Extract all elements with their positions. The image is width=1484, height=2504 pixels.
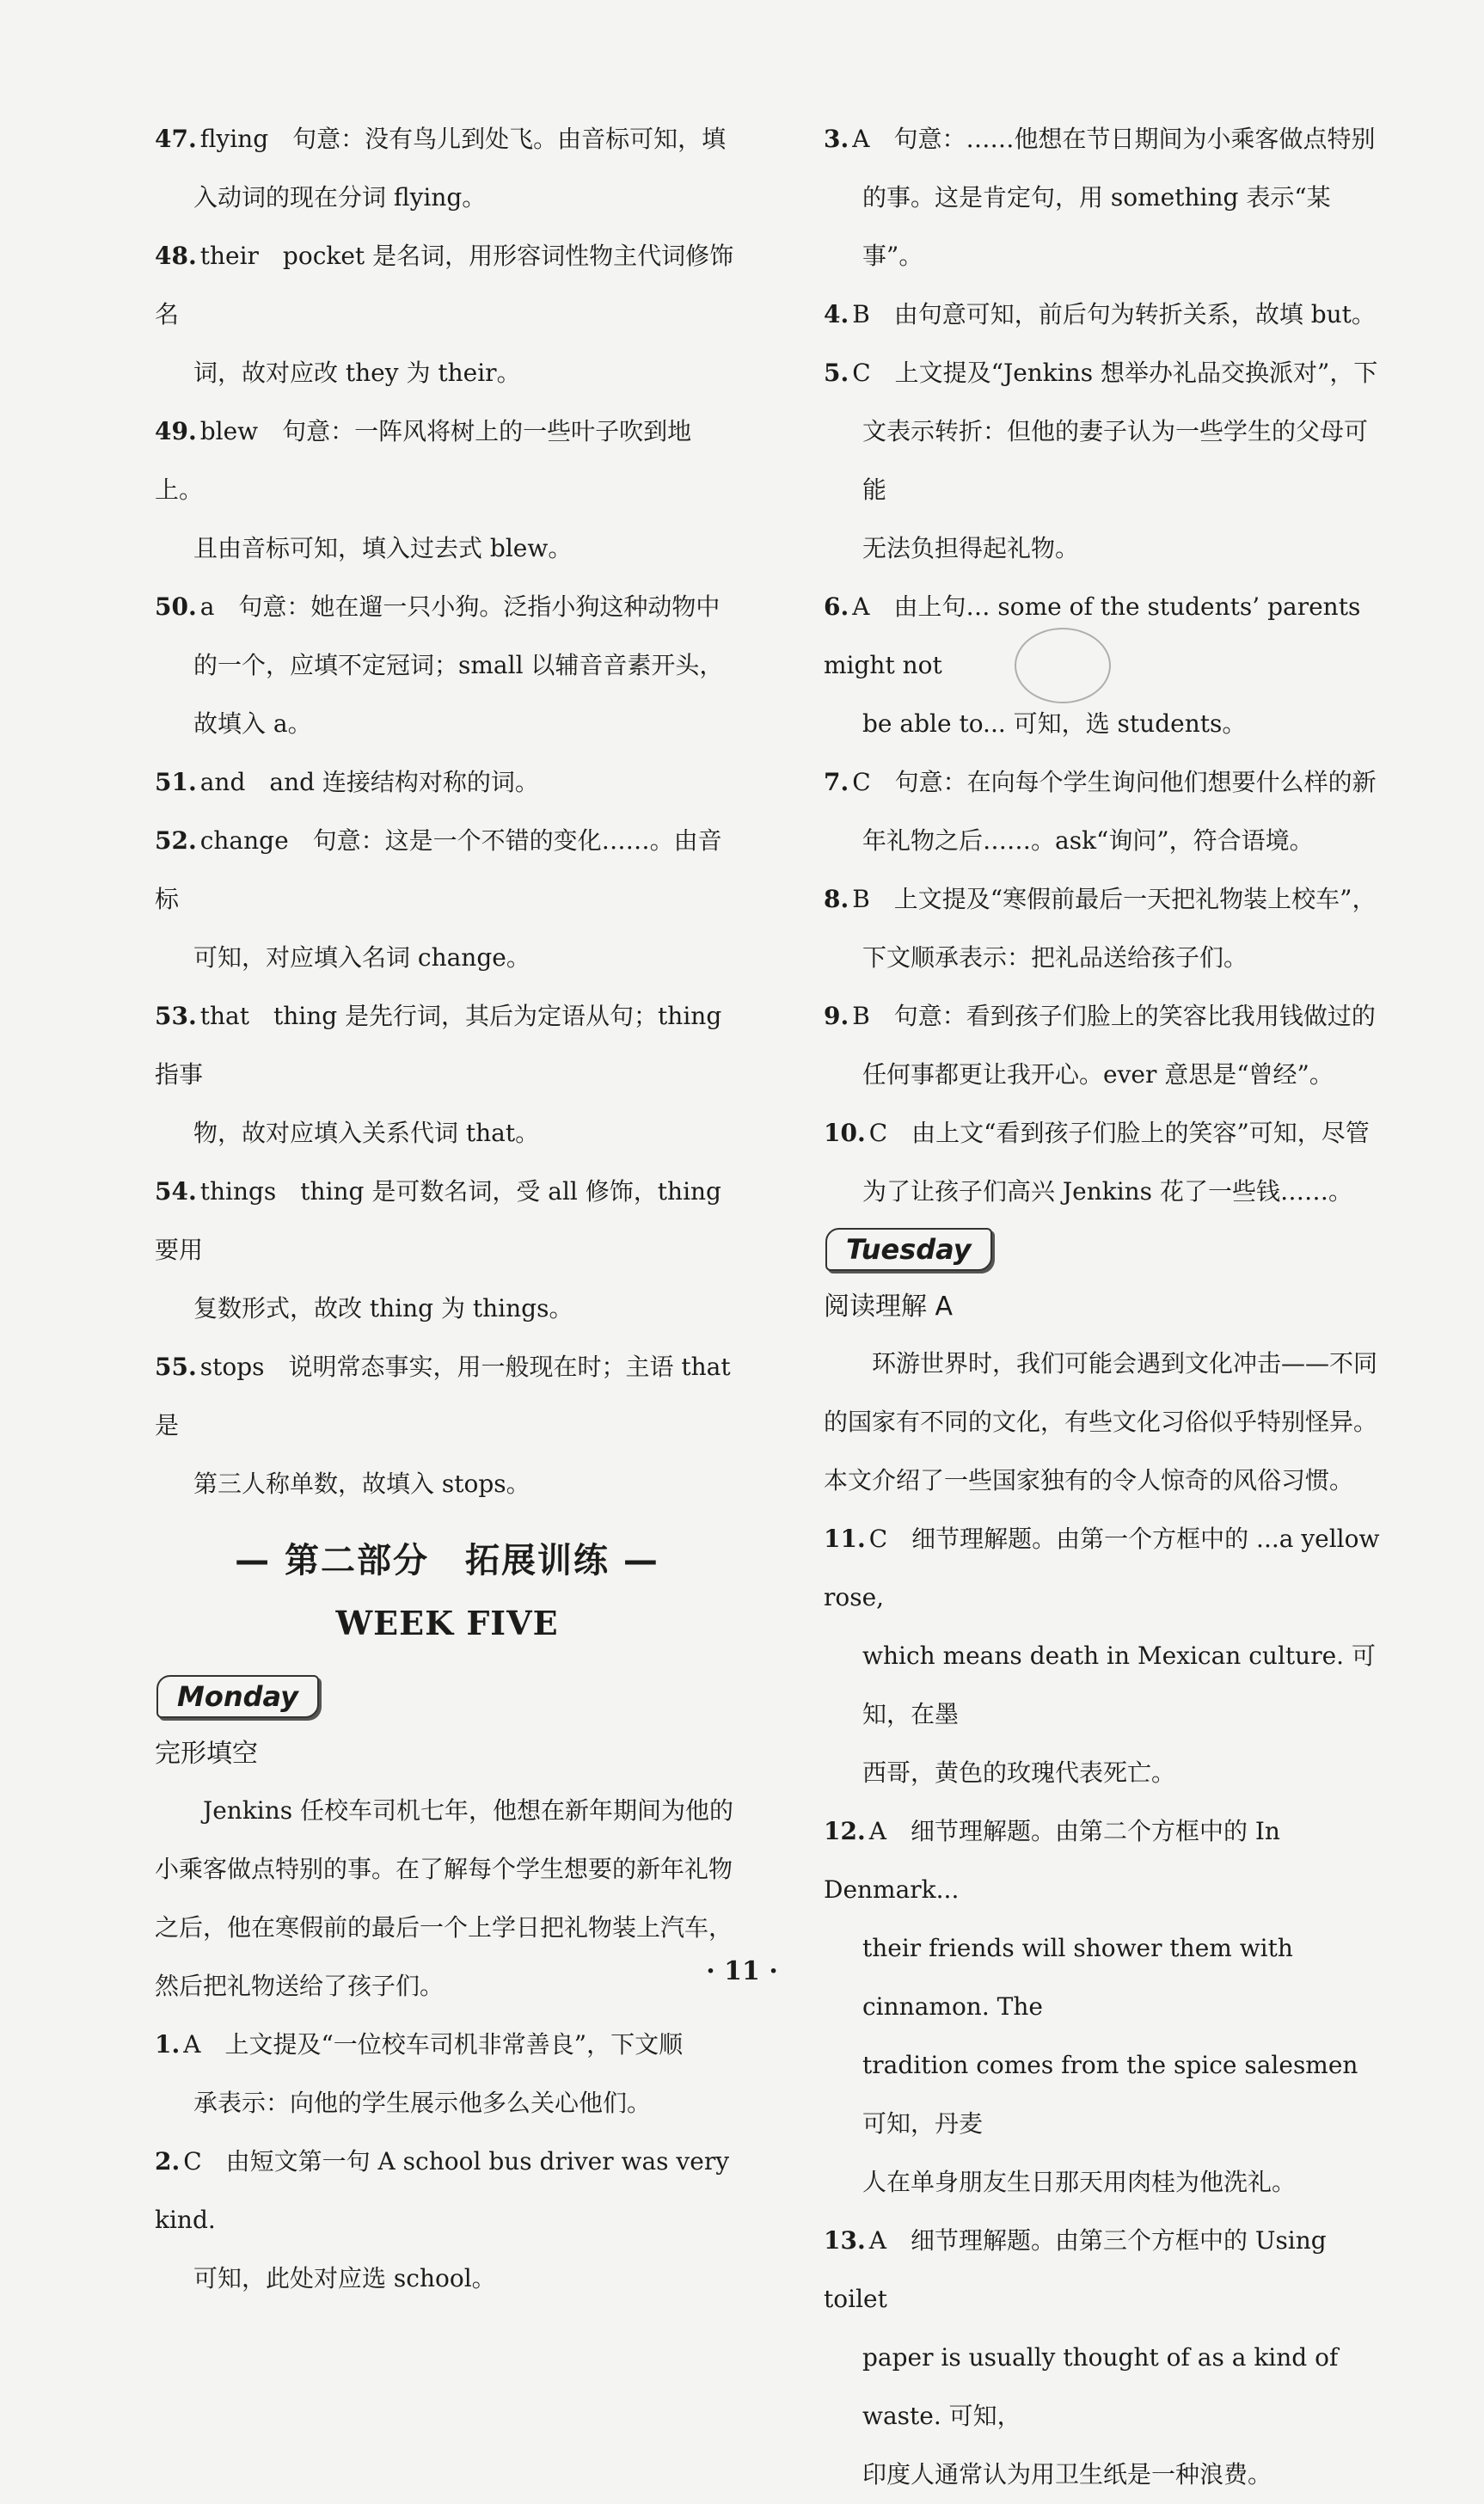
answer-number: 11. [824,1525,866,1553]
sub-heading-cloze: 完形填空 [155,1739,258,1769]
answer-text: A 上文提及“一位校车司机非常善良”，下文顺 [183,2030,684,2059]
answer-item [155,402,739,578]
answer-text: A 句意：……他想在节日期间为小乘客做点特别 [852,125,1376,153]
answer-number: 13. [824,2226,866,2255]
answer-item [155,110,739,227]
answer-line [824,870,1383,929]
answer-number: 4. [824,300,849,328]
answer-item [824,110,1383,285]
answer-list [155,2016,739,2308]
answer-line [155,1163,739,1280]
answer-line [824,753,1383,812]
answer-line [155,2249,739,2308]
answer-line [155,110,739,169]
answer-line [824,519,1383,578]
answer-text: blew 句意：一阵风将树上的一些叶子吹到地上。 [155,417,692,504]
answer-number: 49. [155,417,197,445]
answer-line [155,169,739,227]
answer-item [824,1510,1383,1802]
answer-text: their friends will shower them with cinnamon. The [862,1934,1293,2021]
answer-text: stops 说明常态事实，用一般现在时；主语 that 是 [155,1353,731,1439]
page-number: · 11 · [706,1956,778,1986]
answer-text: C 由短文第一句 A school bus driver was very kind. [155,2147,730,2234]
day-badge-monday: Monday [156,1675,319,1718]
answer-item [155,2133,739,2308]
answer-line [824,1163,1383,1221]
answer-number: 47. [155,125,197,153]
answer-text: 文表示转折：但他的妻子认为一些学生的父母可能 [862,417,1369,504]
answer-text: B 句意：看到孩子们脸上的笑容比我用钱做过的 [852,1002,1376,1030]
answer-line [824,1744,1383,1802]
answer-line [824,2036,1383,2153]
answer-text: 词，故对应改 they 为 their。 [193,359,521,387]
answer-item [824,870,1383,987]
answer-text: 任何事都更让我开心。ever 意思是“曾经”。 [862,1060,1334,1089]
answer-item [155,2016,739,2133]
answer-item [155,1338,739,1513]
answer-line [824,110,1383,169]
answer-line [824,1802,1383,1919]
answer-line [155,2016,739,2074]
answer-text: 的事。这是肯定句，用 something 表示“某事”。 [862,183,1331,270]
answer-number: 10. [824,1119,866,1147]
answer-number: 8. [824,885,849,913]
answer-item [155,987,739,1163]
answer-item [824,1104,1383,1221]
answer-line [824,1104,1383,1163]
answer-line [824,2329,1383,2446]
answer-text: which means death in Mexican culture. 可知，在墨 [862,1642,1376,1728]
answer-line [155,1280,739,1338]
answer-line [155,1338,739,1455]
day-badge-tuesday: Tuesday [825,1228,992,1271]
answer-text: C 上文提及“Jenkins 想举办礼品交换派对”，下 [852,359,1378,387]
answer-text: B 由句意可知，前后句为转折关系，故填 but。 [852,300,1376,328]
answer-text: 无法负担得起礼物。 [862,534,1080,562]
answer-text: paper is usually thought of as a kind of waste. 可知， [862,2343,1339,2430]
answer-text: 印度人通常认为用卫生纸是一种浪费。 [862,2460,1272,2489]
answer-item [824,344,1383,578]
answer-text: a 句意：她在遛一只小狗。泛指小狗这种动物中 [199,592,721,621]
answer-text: 第三人称单数，故填入 stops。 [193,1470,530,1498]
answer-list [155,110,739,1513]
answer-line [155,695,739,753]
answer-text: 为了让孩子们高兴 Jenkins 花了一些钱……。 [862,1177,1352,1206]
answer-text: B 上文提及“寒假前最后一天把礼物装上校车”， [852,885,1377,913]
summary-paragraph: Jenkins 任校车司机七年，他想在新年期间为他的小乘客做点特别的事。在了解每个学生想要的新年礼物之后，他在寒假前的最后一个上学日把礼物装上汽车，然后把礼物送给了孩子们。 [155,1796,734,2000]
answer-line [155,519,739,578]
answer-number: 6. [824,592,849,621]
answer-number: 9. [824,1002,849,1030]
answer-number: 48. [155,242,197,270]
answer-text: 且由音标可知，填入过去式 blew。 [193,534,573,562]
answer-line [155,1104,739,1163]
answer-number: 50. [155,592,197,621]
answer-number: 55. [155,1353,197,1381]
answer-line [824,1627,1383,1744]
answer-line [155,929,739,987]
answer-text: C 由上文“看到孩子们脸上的笑容”可知，尽管 [868,1119,1370,1147]
answer-item [155,753,739,812]
answer-line [824,1046,1383,1104]
answer-line [155,2133,739,2249]
right-column [824,110,1383,2504]
answer-line [155,1455,739,1513]
answer-line [824,169,1383,285]
answer-number: 2. [155,2147,181,2176]
answer-text: 复数形式，故改 thing 为 things。 [193,1294,573,1323]
summary-paragraph: 环游世界时，我们可能会遇到文化冲击——不同的国家有不同的文化，有些文化习俗似乎特别怪异。本文介绍了一些国家独有的令人惊奇的风俗习惯。 [824,1349,1378,1494]
answer-text: C 句意：在向每个学生询问他们想要什么样的新 [852,768,1377,796]
answer-number: 3. [824,125,849,153]
answer-item [155,578,739,753]
answer-line [155,344,739,402]
answer-list [824,1510,1383,2504]
answer-number: 7. [824,768,849,796]
answer-text: A 细节理解题。由第二个方框中的 In Denmark... [824,1817,1280,1904]
week-title: WEEK FIVE [335,1604,559,1642]
answer-line [824,285,1383,344]
answer-number: 1. [155,2030,181,2059]
answer-line [824,987,1383,1046]
answer-item [824,2212,1383,2504]
answer-line [824,344,1383,402]
answer-line [155,987,739,1104]
answer-text: 承表示：向他的学生展示他多么关心他们。 [193,2089,652,2117]
answer-text: 可知，对应填入名词 change。 [193,943,530,972]
answer-line [824,1510,1383,1627]
answer-line [155,578,739,636]
answer-text: be able to... 可知，选 students。 [862,709,1247,738]
answer-item [824,285,1383,344]
answer-line [824,402,1383,519]
answer-number: 5. [824,359,849,387]
answer-line [155,2074,739,2133]
answer-line [824,2212,1383,2329]
answer-number: 51. [155,768,197,796]
sub-heading-reading: 阅读理解 A [824,1292,954,1322]
answer-line [824,2446,1383,2504]
answer-text: 人在单身朋友生日那天用肉桂为他洗礼。 [862,2168,1297,2196]
answer-text: their pocket 是名词，用形容词性物主代词修饰名 [155,242,734,328]
answer-number: 53. [155,1002,197,1030]
answer-text: that thing 是先行词，其后为定语从句；thing 指事 [155,1002,722,1089]
answer-text: change 句意：这是一个不错的变化……。由音标 [155,826,722,913]
answer-text: 故填入 a。 [193,709,312,738]
answer-item [824,753,1383,870]
answer-text: A 由上句… some of the students’ parents might not [824,592,1361,679]
answer-number: 12. [824,1817,866,1845]
answer-line [155,636,739,695]
answer-number: 52. [155,826,197,855]
answer-line [824,695,1383,753]
answer-text: 年礼物之后……。ask“询问”，符合语境。 [862,826,1314,855]
answer-item [155,812,739,987]
answer-line [824,929,1383,987]
answer-text: and and 连接结构对称的词。 [199,768,539,796]
answer-line [824,2153,1383,2212]
answer-item [155,227,739,402]
answer-text: 的一个，应填不定冠词；small 以辅音音素开头， [193,651,724,679]
answer-text: flying 句意：没有鸟儿到处飞。由音标可知，填 [199,125,727,153]
answer-text: 下文顺承表示：把礼品送给孩子们。 [862,943,1248,972]
answer-number: 54. [155,1177,197,1206]
watermark-stamp [1015,628,1111,703]
answer-text: 入动词的现在分词 flying。 [193,183,487,212]
answer-text: 西哥，黄色的玫瑰代表死亡。 [862,1758,1176,1787]
answer-line [155,402,739,519]
answer-line [155,753,739,812]
section-title: — 第二部分 拓展训练 — [235,1541,659,1580]
answer-item [824,987,1383,1104]
answer-text: things thing 是可数名词，受 all 修饰，thing 要用 [155,1177,721,1264]
answer-text: 物，故对应填入关系代词 that。 [193,1119,540,1147]
answer-text: A 细节理解题。由第三个方框中的 Using toilet [824,2226,1327,2313]
answer-line [155,227,739,344]
answer-text: C 细节理解题。由第一个方框中的 ...a yellow rose, [824,1525,1380,1611]
answer-item [824,1802,1383,2212]
answer-text: 可知，此处对应选 school。 [193,2264,496,2292]
answer-line [155,812,739,929]
answer-item [155,1163,739,1338]
answer-text: tradition comes from the spice salesmen 可知，丹麦 [862,2051,1358,2138]
answer-line [824,812,1383,870]
